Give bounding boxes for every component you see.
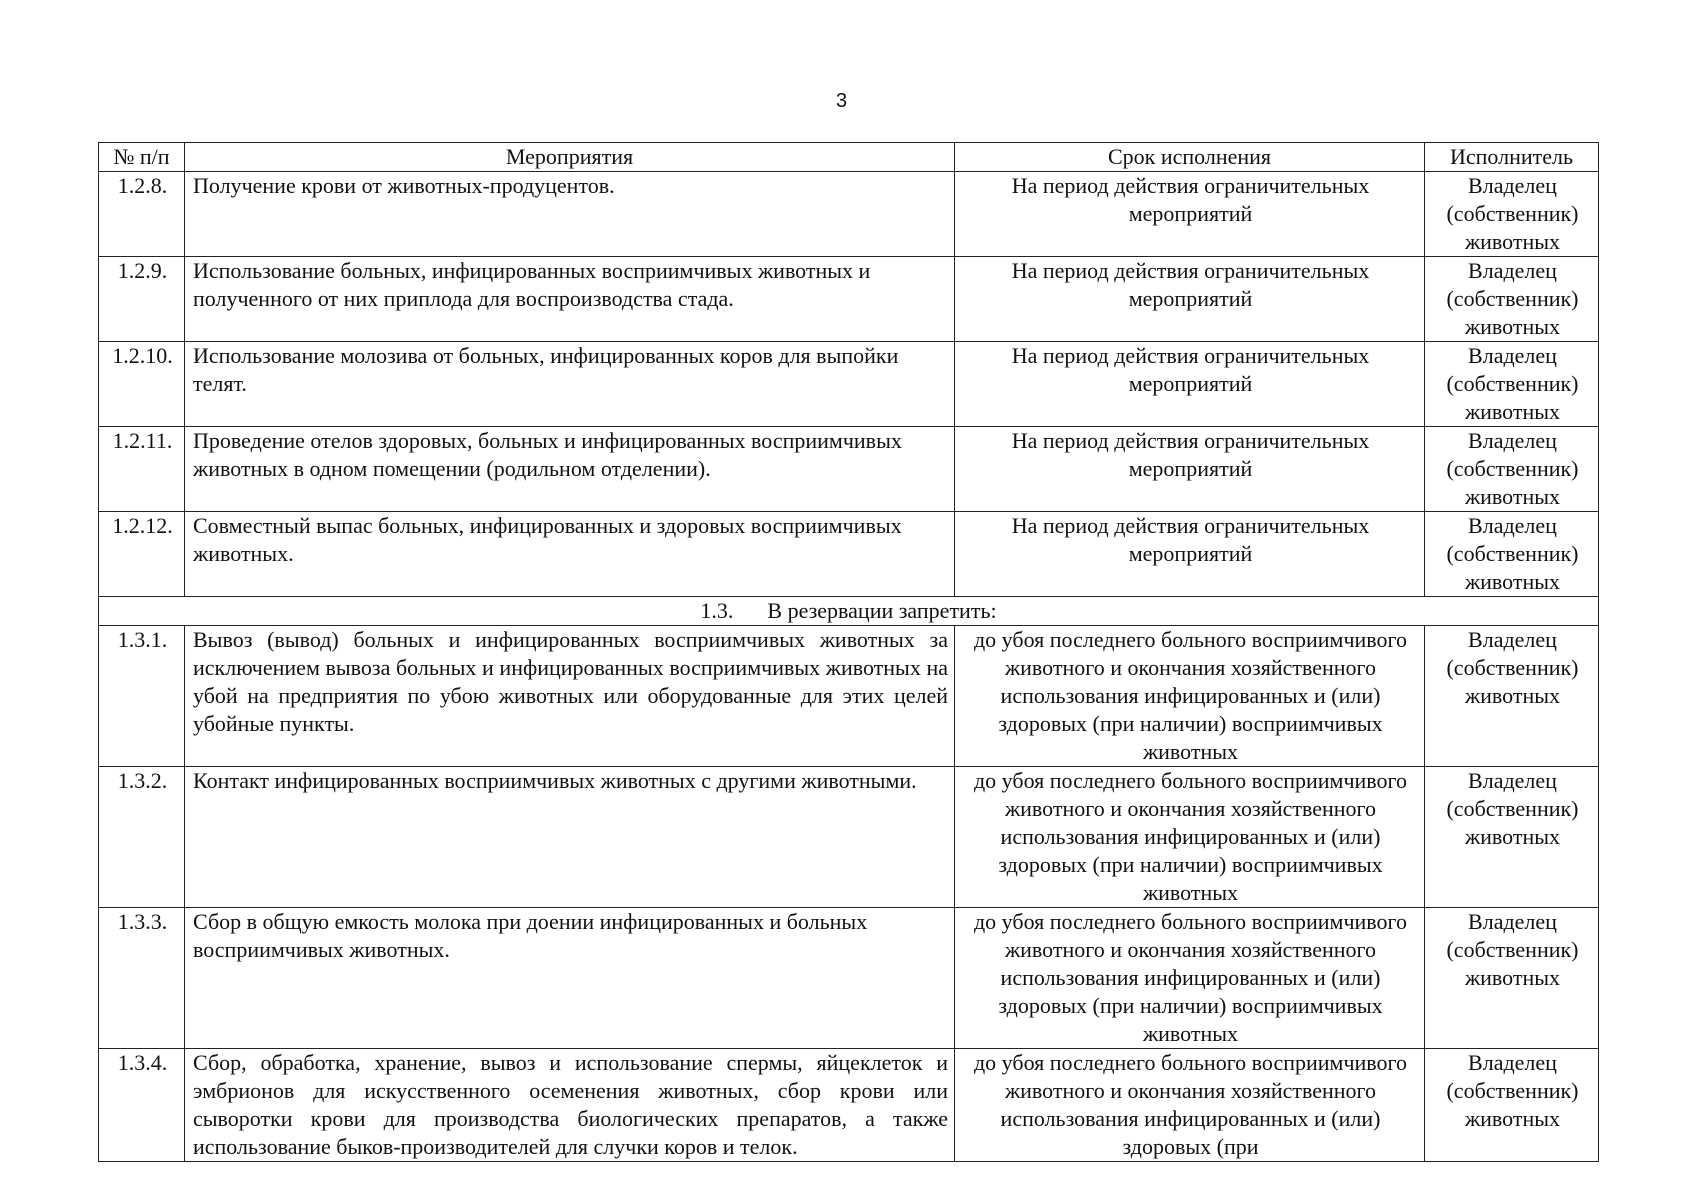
table-header-row (99, 143, 1599, 172)
table-row (99, 257, 1599, 342)
row-action: Использование больных, инфицированных восприимчивых животных и полученного от них приплода для воспроизводства стада. (185, 257, 955, 342)
row-term: до убоя последнего больного восприимчивого животного и окончания хозяйственного использования инфицированных и (или) здоровых (при наличии) восприимчивых животных (955, 767, 1425, 908)
row-action: Получение крови от животных-продуцентов. (185, 172, 955, 257)
row-action: Совместный выпас больных, инфицированных и здоровых восприимчивых животных. (185, 512, 955, 597)
row-term: На период действия ограничительных мероприятий (955, 512, 1425, 597)
table-row (99, 1049, 1599, 1162)
measures-table (98, 142, 1599, 1162)
header-num: № п/п (99, 143, 185, 172)
table-row (99, 172, 1599, 257)
row-term: На период действия ограничительных мероприятий (955, 172, 1425, 257)
row-action: Вывоз (вывод) больных и инфицированных восприимчивых животных за исключением вывоза больных и инфицированных восприимчивых животных на убой на предприятия по убою животных или оборудованные для этих целей убойные пункты. (185, 626, 955, 767)
row-action: Сбор, обработка, хранение, вывоз и использование спермы, яйцеклеток и эмбрионов для искусственного осеменения животных, сбор крови или сыворотки крови для производства биологических препаратов, а также использование быков-производителей для случки коров и телок. (185, 1049, 955, 1162)
row-term: На период действия ограничительных мероприятий (955, 427, 1425, 512)
row-executor: Владелец (собственник) животных (1425, 626, 1599, 767)
row-num: 1.2.11. (99, 427, 185, 512)
row-term: На период действия ограничительных мероприятий (955, 342, 1425, 427)
row-executor: Владелец (собственник) животных (1425, 342, 1599, 427)
row-action: Сбор в общую емкость молока при доении инфицированных и больных восприимчивых животных. (185, 908, 955, 1049)
row-executor: Владелец (собственник) животных (1425, 427, 1599, 512)
row-executor: Владелец (собственник) животных (1425, 257, 1599, 342)
section-row (99, 597, 1599, 626)
row-action: Контакт инфицированных восприимчивых животных с другими животными. (185, 767, 955, 908)
header-action: Мероприятия (185, 143, 955, 172)
header-executor: Исполнитель (1425, 143, 1599, 172)
row-num: 1.2.9. (99, 257, 185, 342)
row-num: 1.3.2. (99, 767, 185, 908)
row-term: до убоя последнего больного восприимчивого животного и окончания хозяйственного использования инфицированных и (или) здоровых (при наличии) восприимчивых животных (955, 908, 1425, 1049)
header-term: Срок исполнения (955, 143, 1425, 172)
row-executor: Владелец (собственник) животных (1425, 767, 1599, 908)
section-number: 1.3. (700, 598, 734, 623)
table-row (99, 427, 1599, 512)
row-term: до убоя последнего больного восприимчивого животного и окончания хозяйственного использования инфицированных и (или) здоровых (при наличии) восприимчивых животных (955, 626, 1425, 767)
row-executor: Владелец (собственник) животных (1425, 512, 1599, 597)
row-executor: Владелец (собственник) животных (1425, 1049, 1599, 1162)
row-term: На период действия ограничительных мероприятий (955, 257, 1425, 342)
table-row (99, 908, 1599, 1049)
row-executor: Владелец (собственник) животных (1425, 908, 1599, 1049)
table-row (99, 342, 1599, 427)
row-num: 1.3.4. (99, 1049, 185, 1162)
table-row (99, 767, 1599, 908)
table-row (99, 626, 1599, 767)
table-row (99, 512, 1599, 597)
row-num: 1.2.8. (99, 172, 185, 257)
section-heading (99, 597, 1599, 626)
row-num: 1.2.12. (99, 512, 185, 597)
row-num: 1.3.1. (99, 626, 185, 767)
row-executor: Владелец (собственник) животных (1425, 172, 1599, 257)
row-num: 1.3.3. (99, 908, 185, 1049)
row-action: Использование молозива от больных, инфицированных коров для выпойки телят. (185, 342, 955, 427)
row-term: до убоя последнего больного восприимчивого животного и окончания хозяйственного использования инфицированных и (или) здоровых (при (955, 1049, 1425, 1162)
section-title: В резервации запретить: (767, 598, 997, 623)
row-action: Проведение отелов здоровых, больных и инфицированных восприимчивых животных в одном помещении (родильном отделении). (185, 427, 955, 512)
row-num: 1.2.10. (99, 342, 185, 427)
page-number: 3 (835, 90, 848, 112)
